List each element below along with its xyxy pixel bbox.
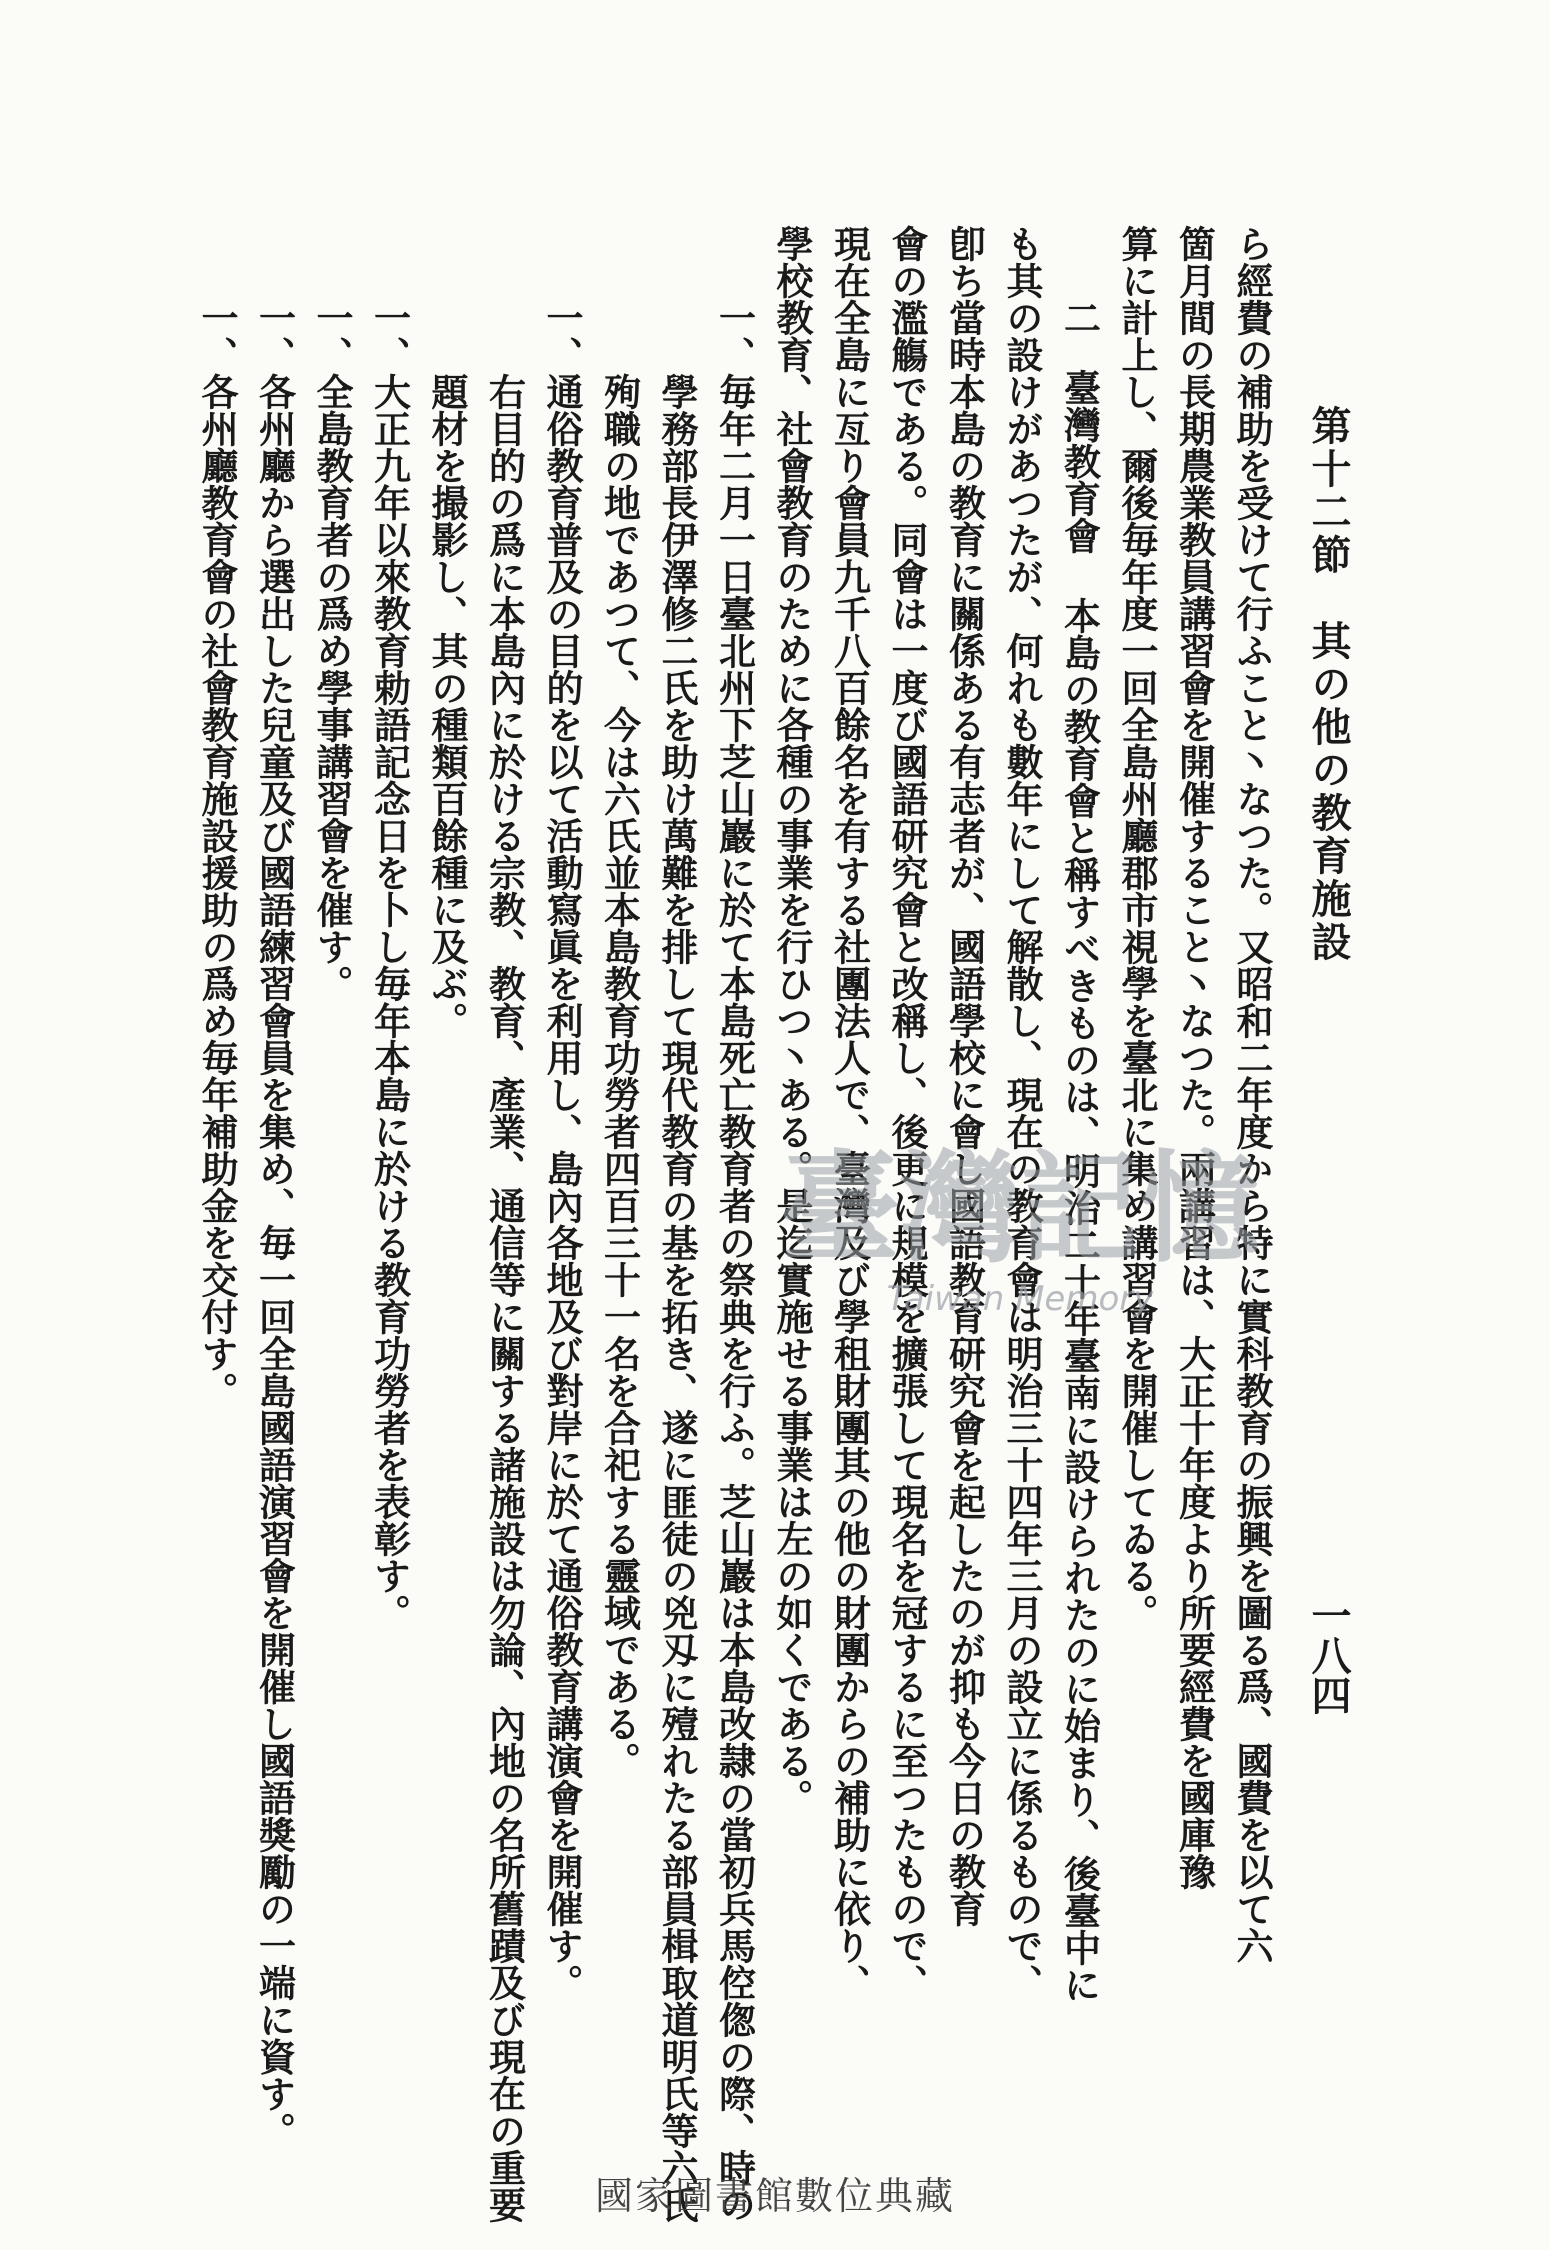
text-column: も其の設けがあつたが、何れも數年にして解散し、現在の教育會は明治三十四年三月の設立に係るもので、 [1000,225,1044,2001]
list-item-continuation: 題材を撮影し、其の種類百餘種に及ぶ。 [425,373,469,1039]
list-item: 一、通俗教育普及の目的を以て活動寫眞を利用し、島內各地及び對岸に於て通俗教育講演會を開催す。 [540,299,584,2001]
watermark-sub-text: Taiwan Memory [886,1279,1154,1319]
text-column: 箇月間の長期農業教員講習會を開催すること丶なつた。兩講習は、大正十年度より所要經費を國庫豫 [1172,225,1217,1890]
watermark-main-text: 臺灣記憶 [780,1138,1260,1279]
section-number: 二 [1057,299,1102,336]
text-column: 學校教育、社會教育のために各種の事業を行ひつ丶ある。是迄實施せる事業は左の如くである。 [770,225,814,1816]
section-text: 本島の教育會と稱すべきものは、明治二十年臺南に設けられたのに始まり、後臺中に [1057,596,1102,2003]
section-name: 臺灣教育會 [1057,368,1102,554]
text-column: ら經費の補助を受けて行ふこと丶なつた。又昭和二年度から特に實科教育の振興を圖る爲、國費を以て六 [1230,225,1274,1964]
list-item-continuation: 殉職の地であつて、今は六氏並本島教育功勞者四百三十一名を合祀する靈域である。 [597,373,642,1779]
running-header-title: 第十二節 其の他の教育施設 [1305,405,1352,964]
list-item-continuation: 右目的の爲に本島內に於ける宗教、教育、產業、通信等に關する諸施設は勿論、內地の名所舊蹟及び現在の重要 [482,373,527,2223]
page-number: 一八四 [1305,1595,1352,1715]
list-item: 一、大正九年以來教育勅語記念日を卜し毎年本島に於ける教育功勞者を表彰す。 [367,299,412,1631]
list-item: 一、全島教育者の爲め學事講習會を催す。 [310,299,354,1002]
text-column: 現在全島に亙り會員九千八百餘名を有する社團法人で、臺灣及び學租財團其の他の財團からの補助に依り、 [827,225,872,2001]
list-item: 一、各州廳教育會の社會教育施設援助の爲め毎年補助金を交付す。 [195,299,239,1409]
list-item: 一、各州廳から選出した兒童及び國語練習會員を集め、毎一回全島國語演習會を開催し國語獎勵の一端に資す。 [252,299,297,2149]
list-item: 一、毎年二月一日臺北州下芝山巖に於て本島死亡教育者の祭典を行ふ。芝山巖は本島改隷の當初兵馬倥偬の際、時の [712,299,757,2223]
text-column: 卽ち當時本島の教育に關係ある有志者が、國語學校に會し國語教育研究會を起したのが抑も今日の教育 [942,225,987,1927]
list-item-continuation: 學務部長伊澤修二氏を助け萬難を排して現代教育の基を拓き、遂に匪徒の兇刄に殪れたる部員楫取道明氏等六氏 [655,373,699,2223]
text-column: 會の濫觴である。同會は一度び國語研究會と改稱し、後更に規模を擴張して現名を冠するに至つたもので、 [885,225,929,2001]
footer-credit: 國家圖書館數位典藏 [594,2174,955,2218]
text-column: 算に計上し、爾後毎年度一回全島州廳郡市視學を臺北に集め講習會を開催してゐる。 [1115,225,1159,1631]
section-heading-column [1050,225,1108,2003]
